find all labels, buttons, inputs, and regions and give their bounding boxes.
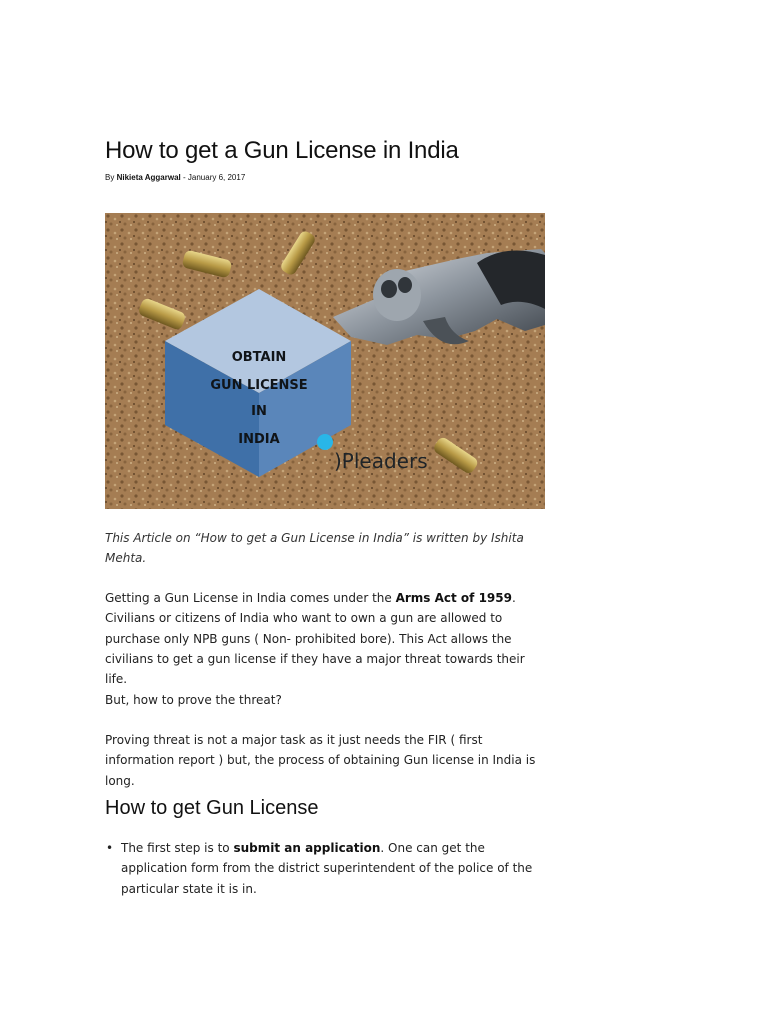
steps-list xyxy=(105,838,545,899)
article-title: How to get a Gun License in India xyxy=(105,137,459,164)
step-text: . One can get the application form from the district superintendent of the police of the particular state it is in. xyxy=(121,841,533,896)
paragraph-text: . Civilians or citizens of India who want to own a gun are allowed to purchase only NPB guns ( Non- prohibited bore). This Act allows the civilians to get a gun license if they have a major threat towards their life. xyxy=(105,591,525,687)
bullet-icon: • xyxy=(106,841,114,855)
paragraph-text: Getting a Gun License in India comes under the xyxy=(105,591,396,605)
byline-prefix: By xyxy=(105,173,115,182)
publish-date: January 6, 2017 xyxy=(187,173,246,182)
arms-act-bold: Arms Act of 1959 xyxy=(395,591,512,605)
byline-separator: - xyxy=(182,173,186,182)
hero-image xyxy=(105,213,545,509)
question-paragraph: But, how to prove the threat? xyxy=(105,693,282,707)
step-bold: submit an application xyxy=(233,841,381,855)
byline xyxy=(105,172,245,184)
fir-paragraph: Proving threat is not a major task as it just needs the FIR ( first information report ) but, the process of obtaining Gun license in India is long. xyxy=(105,733,536,788)
list-item xyxy=(105,838,545,899)
intro-paragraph xyxy=(105,588,550,689)
cube-text-line: OBTAIN xyxy=(231,350,287,365)
hero-illustration xyxy=(105,213,545,509)
cube-text-line: INDIA xyxy=(238,432,280,447)
author-link[interactable]: Nikieta Aggarwal xyxy=(116,173,181,182)
article-caption: This Article on “How to get a Gun License in India” is written by Ishita Mehta. xyxy=(105,531,524,565)
step-text: The first step is to xyxy=(121,841,234,855)
cube-text-line: IN xyxy=(251,404,267,419)
cube-text-line: GUN LICENSE xyxy=(210,378,308,393)
logo-text: )Pleaders xyxy=(334,449,428,473)
section-heading: How to get Gun License xyxy=(105,797,319,819)
